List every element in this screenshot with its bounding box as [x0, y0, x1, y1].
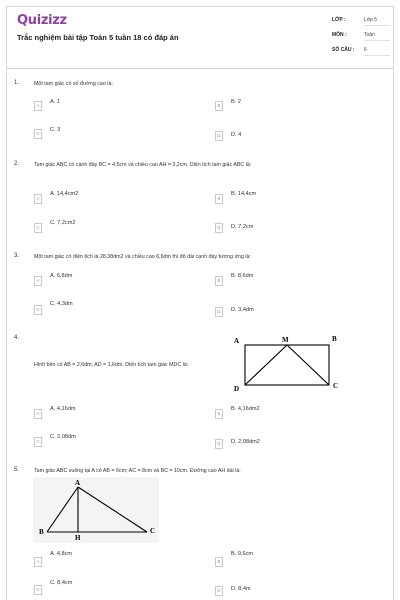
- meta-value-count: 6: [364, 47, 390, 56]
- label-a: A: [234, 337, 240, 345]
- q2-option-c[interactable]: C. 7,2cm2: [50, 220, 76, 226]
- q3-option-c-box[interactable]: C: [34, 305, 42, 315]
- question-2-text: Tam giác ABC có cạnh đáy BC = 4,5cm và chiều cao AH = 3,2cm. Diện tích tam giác ABC là:: [34, 162, 252, 168]
- question-3-text: Một tam giác có diện tích là 28,38dm2 và chiều cao 6,6dm thì độ dài cạnh đáy tương ứng là:: [34, 254, 251, 260]
- meta-value-subject: Toán: [364, 32, 390, 41]
- meta-label-class: LỚP :: [332, 17, 346, 23]
- label-h: H: [75, 534, 81, 542]
- q4-option-b-box[interactable]: B: [215, 409, 223, 419]
- q2-option-c-box[interactable]: C: [34, 223, 42, 233]
- question-1-text: Một tam giác có số đường cao là:: [34, 81, 113, 87]
- meta-label-count: SỐ CÂU :: [332, 47, 355, 53]
- q4-option-d-box[interactable]: D: [215, 439, 223, 449]
- q2-option-a-box[interactable]: A: [34, 194, 42, 204]
- question-3-number: 3.: [14, 253, 20, 259]
- q4-option-c-box[interactable]: C: [34, 437, 42, 447]
- question-1-number: 1.: [14, 80, 20, 86]
- document-title: Trắc nghiệm bài tập Toán 5 tuần 18 có đáp án: [17, 33, 179, 42]
- label-c: C: [333, 382, 339, 390]
- q2-option-b[interactable]: B. 14,4cm: [231, 191, 257, 197]
- q2-option-d-box[interactable]: D: [215, 223, 223, 233]
- q1-option-a[interactable]: A. 1: [50, 99, 60, 105]
- q1-option-c-box[interactable]: C: [34, 129, 42, 139]
- label-b: B: [39, 528, 44, 536]
- q4-option-c[interactable]: C. 2,08dm: [50, 434, 76, 440]
- right-triangle-figure: [33, 477, 159, 543]
- q2-option-a[interactable]: A. 14,4cm2: [50, 191, 79, 197]
- question-4-text: Hình bên có AB = 2,6dm; AD = 1,6dm. Diện tích tam giác MDC là:: [34, 362, 189, 368]
- q2-option-b-box[interactable]: B: [215, 194, 223, 204]
- q1-option-a-box[interactable]: A: [34, 101, 42, 111]
- q1-option-d[interactable]: D. 4: [231, 132, 242, 138]
- label-a: A: [75, 479, 81, 487]
- label-d: D: [234, 385, 240, 393]
- label-m: M: [282, 336, 289, 344]
- q4-option-b[interactable]: B. 4,16dm2: [231, 406, 260, 412]
- q5-option-b-box[interactable]: B: [215, 557, 223, 567]
- q5-option-d[interactable]: D. 8,4m: [231, 586, 251, 592]
- q1-option-b[interactable]: B. 2: [231, 99, 241, 105]
- q4-option-d[interactable]: D. 2,08dm2: [231, 439, 260, 445]
- meta-value-class: Lớp 5: [364, 17, 390, 26]
- label-b: B: [332, 335, 337, 343]
- q5-option-c[interactable]: C. 8,4cm: [50, 580, 73, 586]
- q3-option-a[interactable]: A. 6,8dm: [50, 273, 73, 279]
- header-divider: [6, 68, 394, 69]
- q3-option-c[interactable]: C. 4,3dm: [50, 301, 73, 307]
- q4-option-a[interactable]: A. 4,16dm: [50, 406, 76, 412]
- q1-option-c[interactable]: C. 3: [50, 127, 61, 133]
- question-4-number: 4.: [14, 335, 20, 341]
- meta-label-subject: MÔN :: [332, 32, 347, 38]
- rectangle-figure: [232, 334, 344, 394]
- q4-option-a-box[interactable]: A: [34, 409, 42, 419]
- q1-option-d-box[interactable]: D: [215, 131, 223, 141]
- q5-option-a-box[interactable]: A: [34, 557, 42, 567]
- quizizz-logo: Quizizz: [17, 13, 67, 28]
- q3-option-b[interactable]: B. 8,6dm: [231, 273, 254, 279]
- q5-option-d-box[interactable]: D: [215, 586, 223, 596]
- question-2-number: 2.: [14, 161, 20, 167]
- q2-option-d[interactable]: D. 7,2cm: [231, 224, 254, 230]
- label-c: C: [150, 527, 156, 535]
- q3-option-d-box[interactable]: D: [215, 307, 223, 317]
- question-5-text: Tam giác ABC vuông tại A có AB = 6cm; AC = 8cm và BC = 10cm. Đường cao AH dài là:: [34, 468, 241, 474]
- q5-option-a[interactable]: A. 4,8cm: [50, 551, 73, 557]
- q3-option-d[interactable]: D. 3,4dm: [231, 307, 254, 313]
- q5-option-c-box[interactable]: C: [34, 585, 42, 595]
- q3-option-a-box[interactable]: A: [34, 276, 42, 286]
- q3-option-b-box[interactable]: B: [215, 276, 223, 286]
- q1-option-b-box[interactable]: B: [215, 101, 223, 111]
- question-5-number: 5.: [14, 467, 20, 473]
- q5-option-b[interactable]: B. 9,6cm: [231, 551, 254, 557]
